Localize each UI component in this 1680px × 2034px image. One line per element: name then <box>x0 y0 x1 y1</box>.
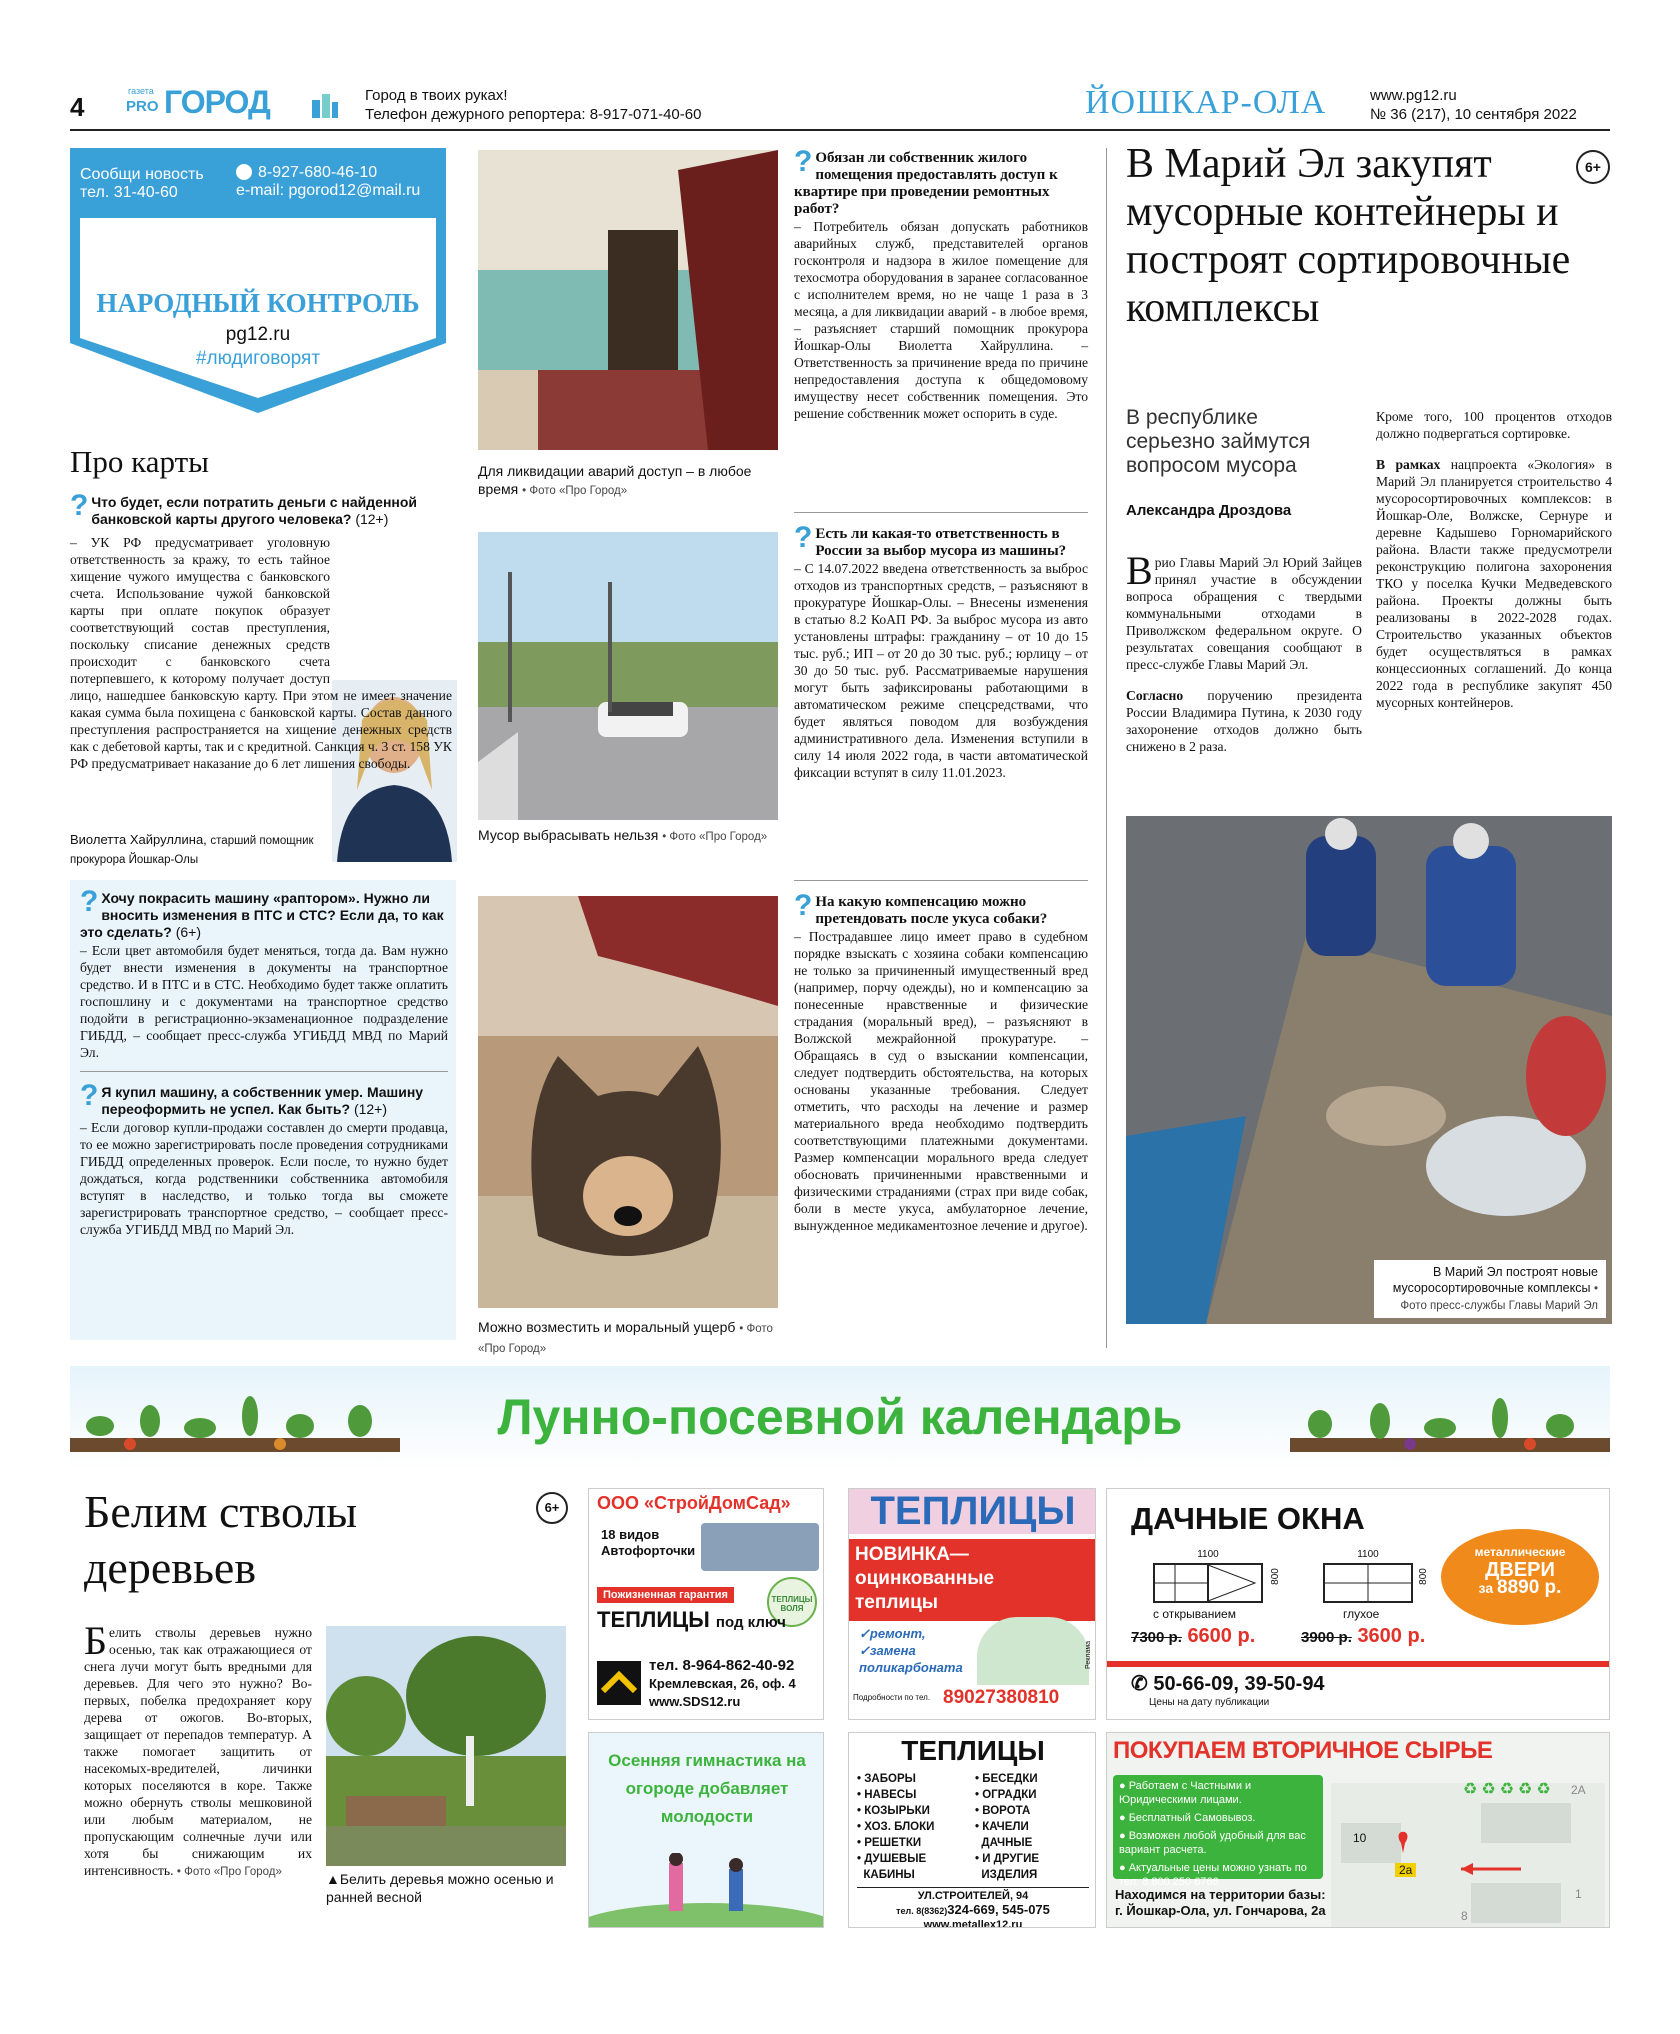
header-rule <box>70 129 1610 131</box>
report-label: Сообщи новость <box>80 166 204 183</box>
window-icon <box>1323 1563 1413 1603</box>
trees-photo <box>326 1626 566 1866</box>
age-badge: (12+) <box>355 511 389 527</box>
car-answer-1: – Если цвет автомобиля будет меняться, тогда да. Вам нужно будет внести изменения в документы на транспортное средство. И в ПТС и в СТС. Необходимо будет также оплатить госпошлину и с документами на транспортное средство подойти в регистрационно-экзаменационное подразделение ГИБДД, – сообщает пресс-служба УГИБДД МВД по Марий Эл. <box>80 943 448 1060</box>
control-hashtag: #людиговорят <box>195 348 321 369</box>
ad-teplitsy-new[interactable]: ТЕПЛИЦЫ НОВИНКА— оцинкованные теплицы ✓ремонт, ✓замена поликарбоната Подробности по тел. 89027380810 Реклама <box>848 1488 1096 1720</box>
divider <box>794 880 1088 881</box>
stairwell-photo <box>478 150 778 450</box>
question-icon: ? <box>80 1079 99 1112</box>
mid-question-2: Есть ли какая-то ответственность в России за выбор мусора из машины? <box>815 526 1067 559</box>
metallex-list-right: • БЕСЕДКИ • ОГРАДКИ • ВОРОТА • КАЧЕЛИ ДАЧНЫЕ • И ДРУГИЕ ИЗДЕЛИЯ <box>975 1773 1040 1881</box>
car-question-1: Хочу покрасить машину «раптором». Нужно ли вносить изменения в ПТС и СТС? Если да, то как это сделать? <box>80 890 444 940</box>
control-title: НАРОДНЫЙ КОНТРОЛЬ <box>96 288 420 318</box>
street-photo <box>478 532 778 820</box>
waste-body-1: Врио Главы Марий Эл Юрий Зайцев принял участие в обсуждении вопроса обращения с твердыми коммунальными отходами в Приволжском федеральном округе. О результатах совещания сообщают в пресс-службе Главы Марий Эл. Согласно поручению президента России Владимира Путина, к 2030 году захоронение отходов должно быть снижено в 2 раза. <box>1126 548 1362 754</box>
control-box <box>70 148 446 413</box>
cards-question: Что будет, если потратить деньги с найденной банковской карты другого человека? <box>91 494 418 527</box>
duty-phone: Телефон дежурного репортера: 8-917-071-40-60 <box>365 106 702 123</box>
doors-badge: металлические ДВЕРИ за 8890 р. <box>1441 1529 1599 1625</box>
logo: газета PRO ГОРОД <box>126 84 270 120</box>
waste-title: В Марий Эл закупят мусорные контейнеры и построят сортировочные комплексы <box>1126 141 1571 331</box>
age-badge: 6+ <box>536 1492 568 1524</box>
brand-logo: ТЕПЛИЦЫ ВОЛЯ <box>767 1577 817 1627</box>
greenhouse-image <box>977 1617 1089 1685</box>
calendar-banner <box>70 1366 1610 1470</box>
sorting-photo <box>1126 816 1612 1324</box>
question-icon: ? <box>70 489 89 522</box>
trees-caption: ▲Белить деревья можно осенью и ранней весной <box>326 1871 554 1905</box>
trees-body: Белить стволы деревьев нужно осенью, так как отражающиеся от снега лучи могут быть вредными для деревьев. Для чего это нужно? Во-первых, побелка предохраняет кору дерева от ожогов. Во-вторых, защищает от перепадов температур. А также помогает защитить от насекомых-вредителей, личинки которых поселяются в коре. Также можно обернуть стволы мешковиной или любым материалом, не пропускающим солнечные лучи или хотя бы снижающим их интенсивность. • Фото «Про Город» <box>84 1618 312 1878</box>
ad-windows[interactable]: ДАЧНЫЕ ОКНА 1100 800 1100 800 с открыванием глухое 7300 р. 6600 р. 3900 р. 3600 р. металлические ДВЕРИ за 8890 р. ✆ 50-66-09, 39-50-94 Цены на дату публикации <box>1106 1488 1610 1720</box>
ad-stroydomsad[interactable]: ООО «СтройДомСад» 18 видов Автофорточки Пожизненная гарантия ТЕПЛИЦЫ ВОЛЯ ТЕПЛИЦЫ под ключ тел. 8-964-862-40-92 Кремлевская, 26, оф. 4 www.SDS12.ru <box>588 1488 824 1720</box>
slogan: Город в твоих руках! <box>365 87 508 104</box>
age-badge: 6+ <box>1576 150 1610 184</box>
mid-question-3: На какую компенсацию можно претендовать после укуса собаки? <box>815 894 1048 927</box>
column-rule <box>1106 148 1107 1348</box>
cards-heading: Про карты <box>70 444 209 479</box>
trees-title: Белим стволы деревьев <box>84 1486 358 1593</box>
waste-lead: В республике серьезно займутся вопросом мусора <box>1126 406 1311 477</box>
mid-answer-3: – Пострадавшее лицо имеет право в судебном порядке взыскать с хозяина собаки компенсацию не только за причиненный имущественный вред (например, порчу одежды), но и компенсацию за понесенные нравственные и физические страдания (моральный вред), – разъясняют в Волжской межрайонной прокуратуре. – Обращаясь в суд о взыскании компенсации, следует подтвердить обстоятельства, на которых основаны указанные требования. Следует отметить, что расходы на лечение и размер материального вреда необходимо подтвердить соответствующими платежными документами. Размер компенсации морального вреда следует обосновать причиненными нравственными и физическими страданиями (страх при виде собак, боли в месте укуса, амбулаторное лечение, вынужденное медикаментозное лечение и другое). <box>794 929 1088 1233</box>
team-photo <box>701 1523 819 1571</box>
car-answer-2: – Если договор купли-продажи составлен до смерти продавца, то ее можно зарегистрировать после проведения сотрудниками ГИБДД определенных проверок. Если после, то нужно будет дождаться, когда родственники собственника автомобиля вступят в наследство, и только тогда вы сможете зарегистрировать транспортное средство, – сообщает пресс-служба УГИБДД МВД по Марий Эл. <box>80 1120 448 1237</box>
report-tel: тел. 31-40-60 <box>80 184 178 201</box>
divider <box>80 1071 448 1072</box>
dog-photo <box>478 896 778 1308</box>
email[interactable]: e-mail: pgorod12@mail.ru <box>236 182 421 199</box>
person-caption: Виолетта Хайруллина, старший помощник прокурора Йошкар-Олы <box>70 832 314 866</box>
calendar-title: Лунно-посевной календарь <box>497 1389 1183 1445</box>
recycling-list: ● Работаем с Частными и Юридическими лицами. ● Бесплатный Самовывоз. ● Возможен любой удобный для вас вариант расчета. ● Актуальные цены можно узнать по тел. 8 800 250 6766 <box>1119 1780 1307 1888</box>
cards-answer: – УК РФ предусматривает уголовную ответственность за кражу, то есть тайное хищение чужого имущества с банковского счета. Использование чужой банковской карты при оплате покупок образует соответствующий состав преступления, поскольку списание денежных средств происходит с банковского счета потерпевшего, к которому получает доступ лицо, нашедшее банковскую карту. При этом не имеет значение какая сумма была похищена с банковской карты. Состав данного преступления распространяется на хищение денежных средств как с дебетовой карты, так и с кредитной. Санкция ч. 3 ст. 158 УК РФ предусматривает наказание до 6 лет лишения свободы. <box>70 535 452 771</box>
divider <box>794 512 1088 513</box>
control-site[interactable]: pg12.ru <box>225 324 291 345</box>
sorting-caption: В Марий Эл построят новые мусоросортировочные комплексы • Фото пресс-службы Главы Марий Эл <box>1374 1260 1606 1318</box>
whatsapp-number[interactable]: 8-927-680-46-10 <box>258 164 378 181</box>
street-caption: Мусор выбрасывать нельзя • Фото «Про Город» <box>478 827 768 843</box>
ad-recycling[interactable]: ПОКУПАЕМ ВТОРИЧНОЕ СЫРЬЕ ● Работаем с Частными и Юридическими лицами. ● Бесплатный Самовывоз. ● Возможен любой удобный для вас вариант расчета. ● Актуальные цены можно узнать по тел. 8 800 250 6766 10 2а 2А 1 8 Находимся на территории базы: г. Йошкар-Ола, ул. Гончарова, 2а ♻ ♻ ♻ ♻ ♻ <box>1106 1732 1610 1928</box>
ad-metallex[interactable]: ТЕПЛИЦЫ • ЗАБОРЫ • НАВЕСЫ • КОЗЫРЬКИ • ХОЗ. БЛОКИ • РЕШЕТКИ • ДУШЕВЫЕ КАБИНЫ • БЕСЕДКИ • ОГРАДКИ • ВОРОТА • КАЧЕЛИ ДАЧНЫЕ • И ДРУГИЕ ИЗДЕЛИЯ УЛ.СТРОИТЕЛЕЙ, 94 тел. 8(8362)324-669, 545-075 www.metallex12.ru <box>848 1732 1096 1928</box>
sds-logo <box>597 1661 641 1705</box>
city-icon <box>308 88 340 120</box>
stairwell-caption: Для ликвидации аварий доступ – в любое время • Фото «Про Город» <box>478 463 752 497</box>
site-link[interactable]: www.pg12.ru <box>1370 87 1457 104</box>
page-number: 4 <box>70 92 85 122</box>
waste-author: Александра Дроздова <box>1126 502 1292 519</box>
question-icon: ? <box>80 885 99 918</box>
mid-answer-2: – С 14.07.2022 введена ответственность за выброс отходов из транспортных средств, – разъясняют в прокуратуре Йошкар-Олы. – Внесены изменения в статью 8.2 КоАП РФ. За выброс мусора из авто установлены штрафы: гражданину – от 10 до 15 тыс. руб.; ИП – от 20 до 30 тыс. руб.; юрлицу – от 30 до 50 тыс. руб. Рассматриваемые нарушения могут быть зафиксированы работающими в автоматическом режиме спецсредствами, что будет являться поводом для возбуждения административного дела. Изменения вступили в силу 14 июля 2022 года, в части автоматической фиксации вступят в силу 11.01.2023. <box>794 561 1088 780</box>
metallex-list-left: • ЗАБОРЫ • НАВЕСЫ • КОЗЫРЬКИ • ХОЗ. БЛОКИ • РЕШЕТКИ • ДУШЕВЫЕ КАБИНЫ <box>857 1773 935 1881</box>
recycle-icon: ♻ ♻ ♻ ♻ ♻ <box>1463 1781 1551 1798</box>
window-icon <box>1153 1563 1263 1603</box>
car-question-2: Я купил машину, а собственник умер. Машину переоформить не успел. Как быть? <box>101 1084 424 1117</box>
mid-question-1: Обязан ли собственник жилого помещения предоставлять доступ к квартире при проведении ремонтных работ? <box>794 150 1058 217</box>
city-name: ЙОШКАР-ОЛА <box>1085 84 1327 121</box>
waste-body-2: Кроме того, 100 процентов отходов должно подвергаться сортировке. В рамках нацпроекта «Экология» в Марий Эл планируется строительство 4 мусоросортировочных комплексов: в Йошкар-Оле, Волжске, Сернуре и деревне Кадышево Горномарийского района. Власти также предусмотрели реконструкцию полигона захоронения ТКО у поселка Кучки Медведевского района. Проекты должны быть реализованы в 2022-2028 годах. Строительство указанных объектов будет осуществляться в рамках концессионных соглашений. До конца 2022 года в республике закупят 450 мусорных контейнеров. <box>1376 409 1612 710</box>
mid-answer-1: – Потребитель обязан допускать работников аварийных служб, представителей органов госконтроля и надзора в жилое помещение для техосмотра оборудования в заранее согласованное с исполнителем время, но не чаще 1 раза в 3 месяца, а для ликвидации аварий - в любое время, – разъясняет старший помощник прокурора Йошкар-Олы Виолетта Хайруллина. – Ответственность за причинение вреда по причине непредоставления доступа к общедомовому имуществу несет собственник помещения. Это решение собственник может оспорить в суде. <box>794 219 1088 421</box>
issue-number: № 36 (217), 10 сентября 2022 <box>1370 106 1577 123</box>
ad-gymnastics[interactable]: Осенняя гимнастика на огороде добавляет молодости <box>588 1732 824 1928</box>
dog-caption: Можно возместить и моральный ущерб • Фото «Про Город» <box>478 1319 773 1355</box>
map: 10 2а 2А 1 8 <box>1331 1783 1605 1927</box>
windows-phone[interactable]: 50-66-09, 39-50-94 <box>1153 1673 1325 1695</box>
